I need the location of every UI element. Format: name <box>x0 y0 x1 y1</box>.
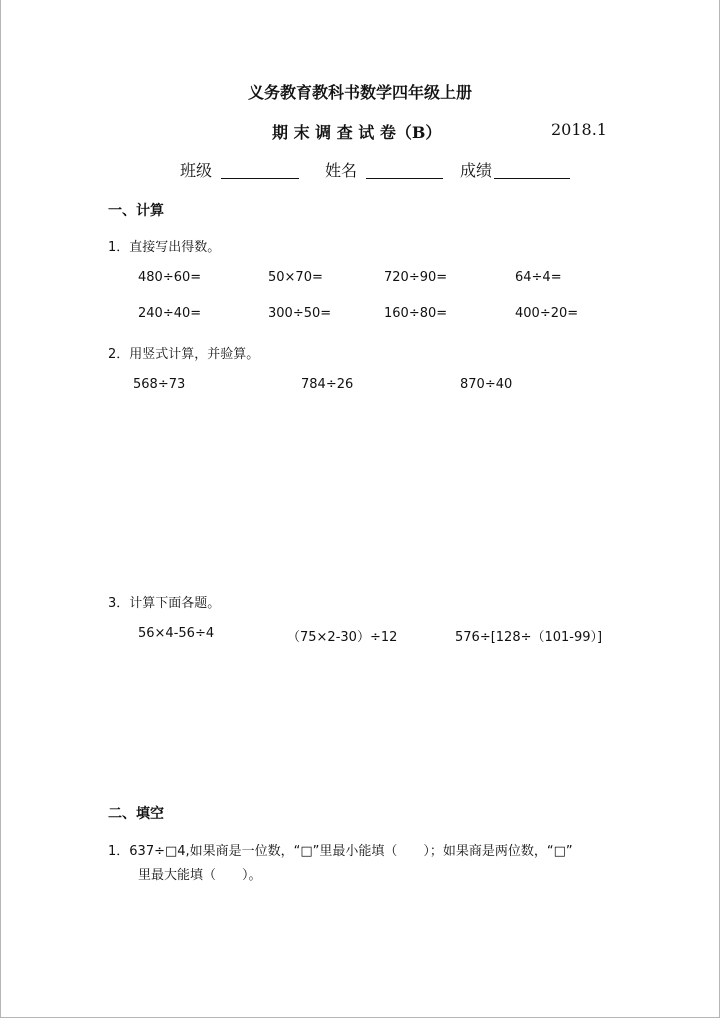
expression: 568÷73 <box>133 377 186 392</box>
fill-in-question-1-line-1: 1．637÷□4,如果商是一位数，“□”里最小能填（ ）；如果商是两位数，“□” <box>108 844 573 859</box>
expression: 240÷40= <box>138 306 202 321</box>
expression: 870÷40 <box>460 377 513 392</box>
question-2-vertical-calculation: 2．用竖式计算，并验算。 <box>108 347 260 362</box>
class-label: 班级 <box>180 161 213 180</box>
section-heading-fill-in: 二、填空 <box>108 806 164 822</box>
expression: 480÷60= <box>138 270 202 285</box>
score-label: 成绩 <box>460 161 493 180</box>
document-title: 义务教育教科书数学四年级上册 <box>247 83 472 102</box>
exam-date: 2018.1 <box>551 120 607 139</box>
question-1-direct-answers: 1．直接写出得数。 <box>108 240 221 255</box>
name-blank[interactable] <box>366 178 443 179</box>
expression: 576÷[128÷（101-99）] <box>455 630 603 645</box>
expression: 300÷50= <box>268 306 332 321</box>
expression: （75×2-30）÷12 <box>287 630 398 645</box>
expression: 720÷90= <box>384 270 448 285</box>
expression: 160÷80= <box>384 306 448 321</box>
page-left-edge <box>0 0 1 1018</box>
question-3-calculate: 3．计算下面各题。 <box>108 596 221 611</box>
expression: 56×4-56÷4 <box>138 626 215 641</box>
expression: 784÷26 <box>301 377 354 392</box>
expression: 50×70= <box>268 270 323 285</box>
score-blank[interactable] <box>494 178 570 179</box>
exam-subtitle: 期 末 调 查 试 卷（B） <box>272 123 442 142</box>
fill-in-question-1-line-2: 里最大能填（ ）。 <box>138 868 262 883</box>
class-blank[interactable] <box>221 178 299 179</box>
section-heading-calculation: 一、计算 <box>108 203 164 219</box>
expression: 64÷4= <box>515 270 562 285</box>
expression: 400÷20= <box>515 306 579 321</box>
name-label: 姓名 <box>325 161 358 180</box>
